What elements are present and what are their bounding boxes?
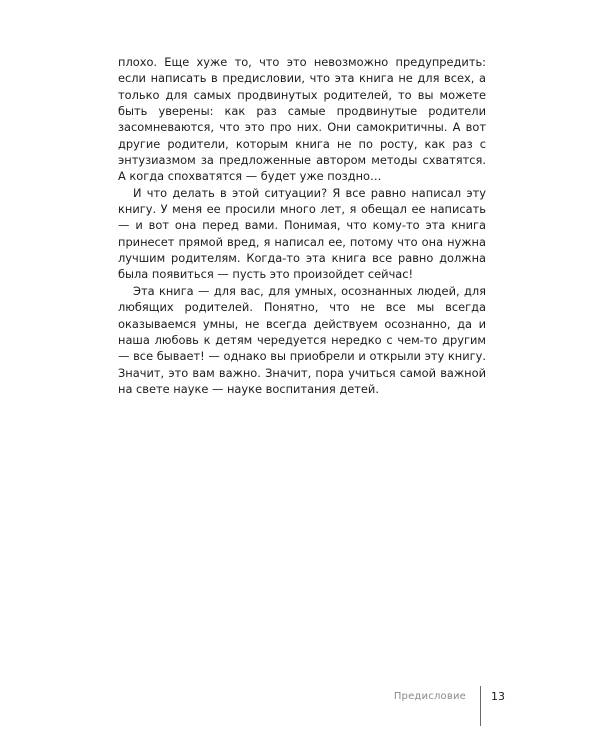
footer-divider xyxy=(480,686,481,726)
body-text xyxy=(118,54,486,397)
running-head: Предисловие xyxy=(393,691,466,702)
paragraph-2: И что делать в этой ситуации? Я все равно написал эту книгу. У меня ее просили много лет, я обещал ее написать — и вот она перед вами. Понимая, что кому-то эта книга принесет прямой вред, я написал ее, потому что она нужна лучшим родителям. Когда-то эта книга все равно должна была появиться — пусть это произойдет сейчас! xyxy=(118,185,486,282)
paragraph-1: плохо. Еще хуже то, что это невозможно предупредить: если написать в предисловии, что эта книга не для всех, а только для самых продвинутых родителей, то вы можете быть уверены: как раз самые продвинутые родители засомневаются, что это про них. Они самокритичны. А вот другие родители, которым книга не по росту, как раз с энтузиазмом за предложенные автором методы схватятся. А когда спохватятся — будет уже поздно… xyxy=(118,55,486,184)
page-footer xyxy=(394,686,505,726)
page-number: 13 xyxy=(491,690,505,703)
paragraph-3: Эта книга — для вас, для умных, осознанных людей, для любящих родителей. Понятно, что не все мы всегда оказываемся умны, не всегда действуем осознанно, да и наша любовь к детям чередуется нередко с чем-то другим — все бывает! — однако вы приобрели и открыли эту книгу. Значит, это вам важно. Значит, пора учиться самой важной на свете науке — науке воспитания детей. xyxy=(118,283,486,396)
